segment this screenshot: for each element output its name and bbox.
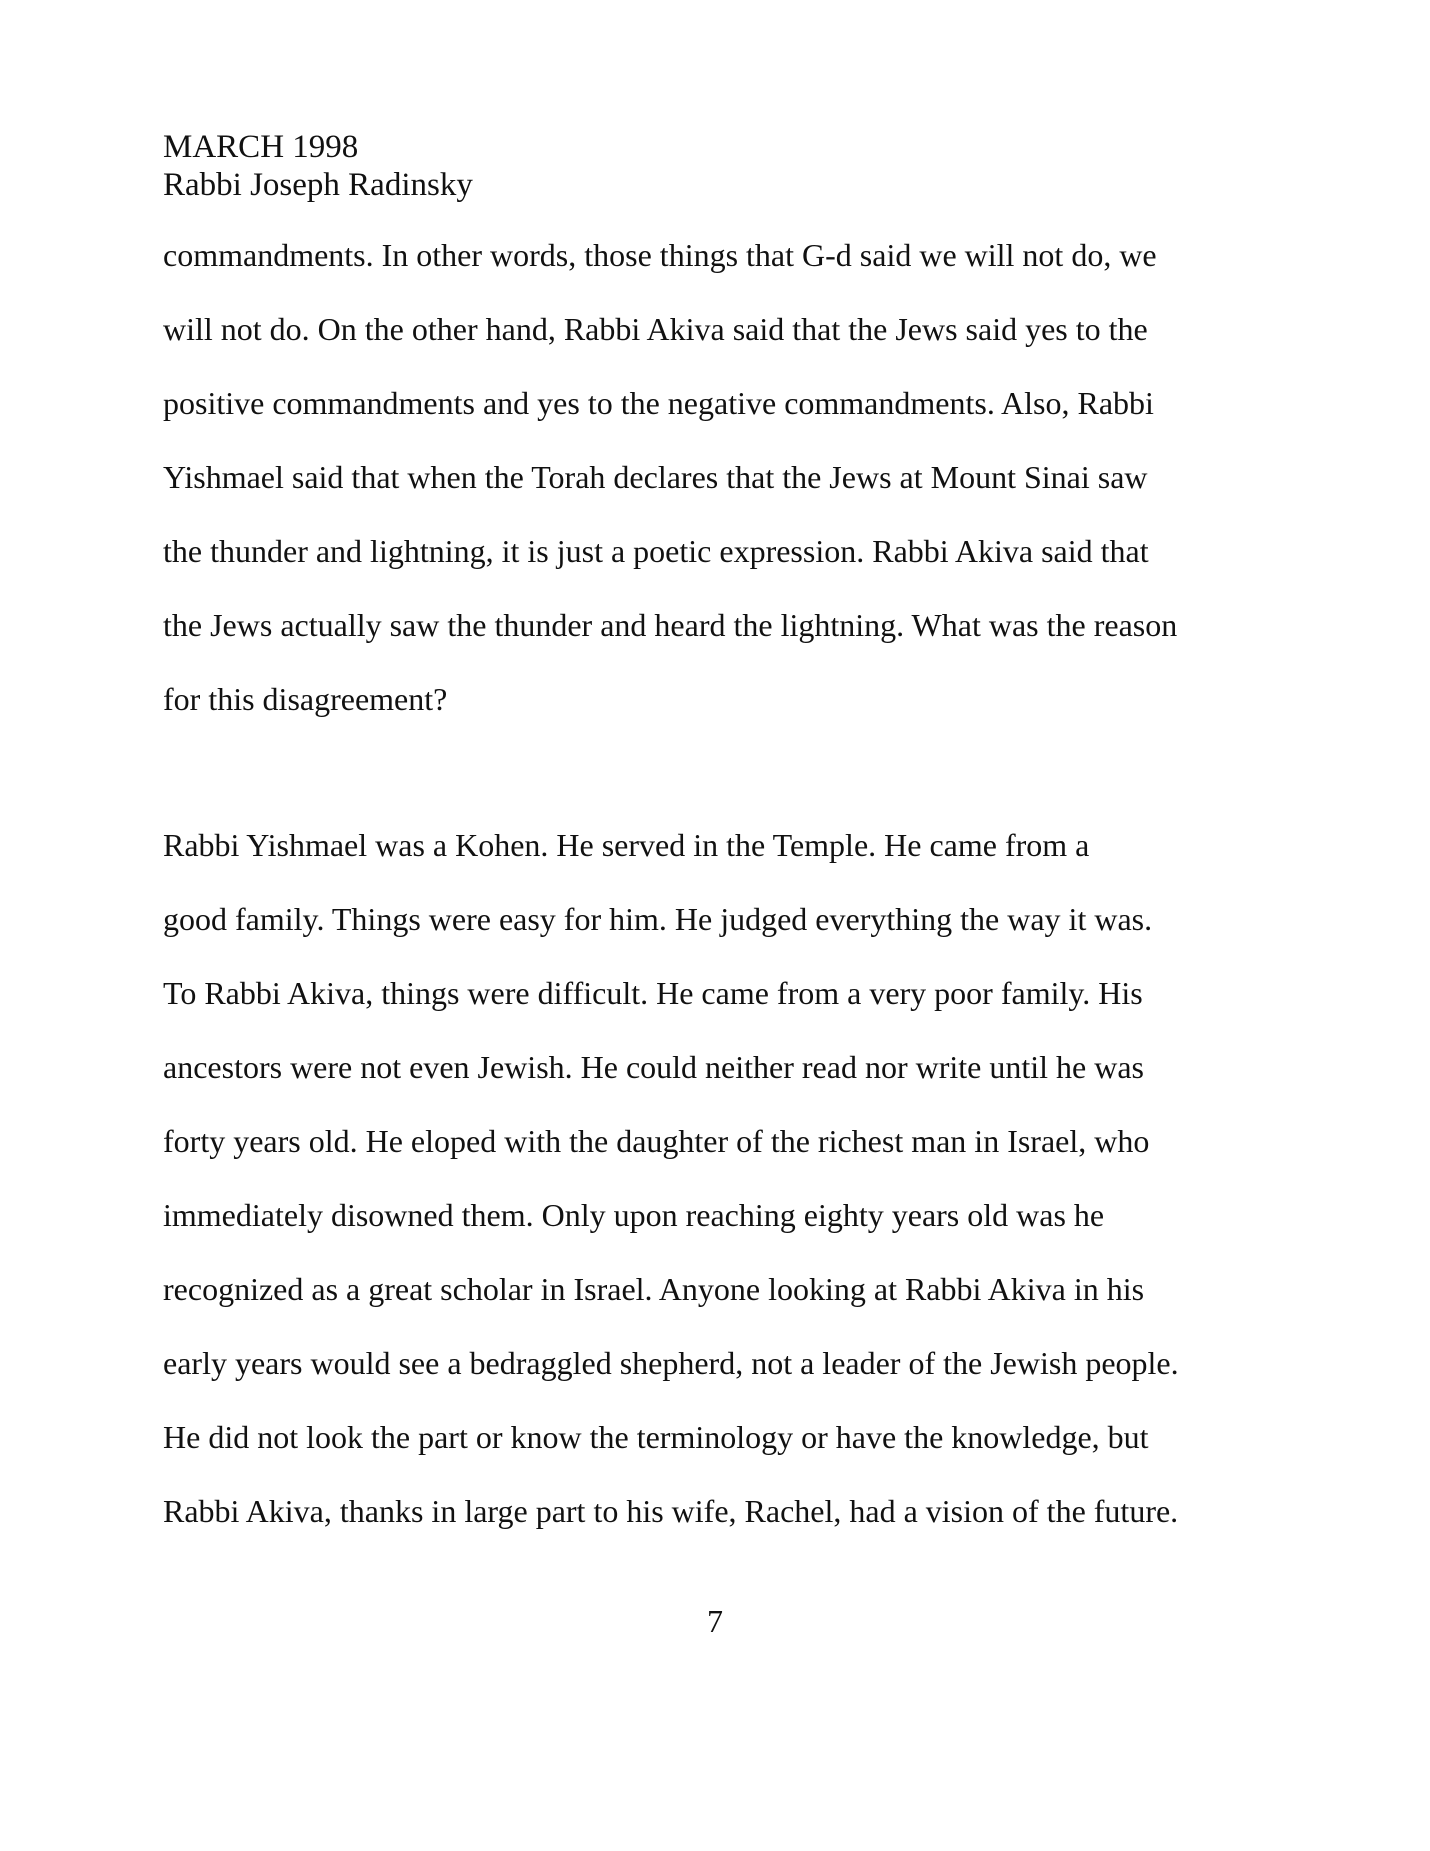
text-line: forty years old. He eloped with the daughter of the richest man in Israel, who	[163, 1123, 1150, 1159]
text-line: the thunder and lightning, it is just a poetic expression. Rabbi Akiva said that	[163, 533, 1149, 569]
text-line: the Jews actually saw the thunder and heard the lightning. What was the reason	[163, 607, 1178, 643]
text-line: commandments. In other words, those things that G-d said we will not do, we	[163, 237, 1157, 273]
text-line: immediately disowned them. Only upon reaching eighty years old was he	[163, 1197, 1105, 1233]
page-number: 7	[707, 1603, 723, 1639]
text-line: Rabbi Yishmael was a Kohen. He served in the Temple. He came from a	[163, 827, 1090, 863]
header-author: Rabbi Joseph Radinsky	[163, 167, 473, 203]
text-line: will not do. On the other hand, Rabbi Akiva said that the Jews said yes to the	[163, 311, 1148, 347]
body-paragraph-2	[163, 808, 1303, 1548]
page-header	[163, 128, 473, 204]
text-line: recognized as a great scholar in Israel. Anyone looking at Rabbi Akiva in his	[163, 1271, 1145, 1307]
body-paragraph-1	[163, 218, 1303, 736]
text-line: To Rabbi Akiva, things were difficult. He came from a very poor family. His	[163, 975, 1143, 1011]
header-date: MARCH 1998	[163, 129, 359, 165]
text-line: ancestors were not even Jewish. He could neither read nor write until he was	[163, 1049, 1144, 1085]
text-line: for this disagreement?	[163, 681, 448, 717]
text-line: early years would see a bedraggled shepherd, not a leader of the Jewish people.	[163, 1345, 1179, 1381]
text-line: He did not look the part or know the terminology or have the knowledge, but	[163, 1419, 1149, 1455]
text-line: Rabbi Akiva, thanks in large part to his wife, Rachel, had a vision of the future.	[163, 1493, 1179, 1529]
text-line: good family. Things were easy for him. He judged everything the way it was.	[163, 901, 1153, 937]
text-line: Yishmael said that when the Torah declares that the Jews at Mount Sinai saw	[163, 459, 1148, 495]
text-line: positive commandments and yes to the negative commandments. Also, Rabbi	[163, 385, 1154, 421]
